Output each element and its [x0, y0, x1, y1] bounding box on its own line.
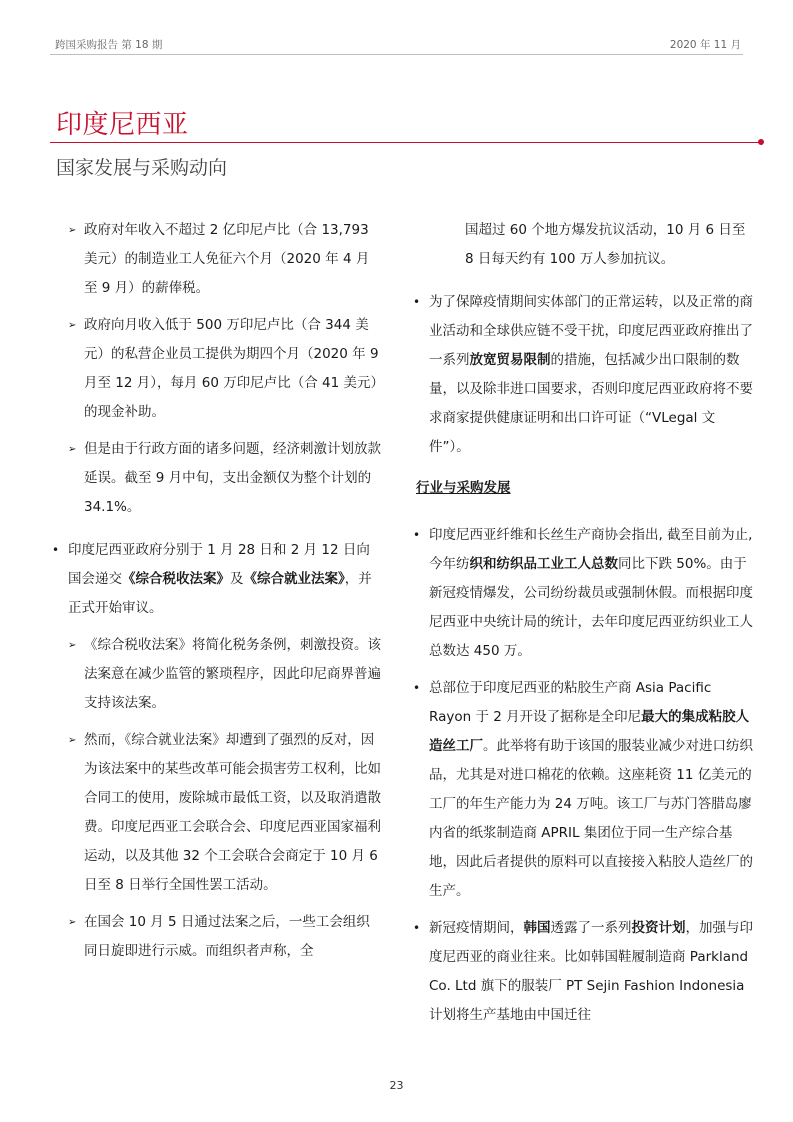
left-column	[52, 216, 382, 974]
sub-bullet-text: 在国会 10 月 5 日通过法案之后，一些工会组织同日旋即进行示威。而组织者声称，全	[84, 914, 370, 959]
bullet-textile-workers	[413, 521, 753, 666]
bullet-text: ，并正式开始审议。	[68, 571, 372, 616]
bullet-text: 新冠疫情期间，	[429, 920, 524, 936]
sub-bullet-text: 然而，《综合就业法案》却遭到了强烈的反对，因为该法案中的某些改革可能会损害劳工权利，比如合同工的使用，废除城市最低工资，以及取消遣散费。印度尼西亚工会联合会、印度尼西亚国家福利运动，以及其他 32 个工会联合会商定于 10 月 6 日至 8 日举行全国性罢工活动。	[84, 732, 381, 893]
sub-bullet-text: 但是由于行政方面的诸多问题，经济刺激计划放款延误。截至 9 月中旬，支出金额仅为整个计划的 34.1%。	[84, 441, 381, 515]
arrow-bullet-icon: ➢	[68, 225, 77, 236]
bullet-text: 印度尼西亚政府分别于 1 月 28 日和 2 月 12 日向国会递交	[68, 542, 370, 587]
bullet-icon: •	[413, 921, 421, 935]
page-number: 23	[389, 1079, 404, 1092]
header-report-title: 跨国采购报告 第 18 期	[55, 39, 163, 51]
bullet-text: 印度尼西亚纤维和长丝生产商协会指出, 截至目前为止, 今年纺	[429, 527, 753, 572]
header-divider	[50, 54, 743, 55]
sub-bullet-text: 政府向月收入低于 500 万印尼卢比（合 344 美元）的私营企业员工提供为期四个月（2020 年 9 月至 12 月），每月 60 万印尼卢比（合 41 美元）的现金补助。	[84, 317, 379, 420]
bold-text: 放宽贸易限制	[469, 352, 551, 368]
bold-text: 《综合税收法案》	[122, 571, 230, 587]
sub-bullet-text: 政府对年收入不超过 2 亿印尼卢比（合 13,793 美元）的制造业工人免征六个月（2020 年 4 月至 9 月）的薪俸税。	[84, 222, 370, 296]
sub-bullet-text: 《综合税收法案》将简化税务条例，刺激投资。该法案意在减少监管的繁琐程序，因此印尼商界普遍支持该法案。	[84, 637, 381, 711]
bullet-korea-investment	[413, 914, 753, 1030]
section-heading: 行业与采购发展	[416, 480, 511, 496]
arrow-bullet-icon: ➢	[68, 320, 77, 331]
bold-text: 《综合就业法案》	[243, 571, 345, 587]
bullet-icon: •	[52, 543, 60, 557]
bullet-text: ，加强与印度尼西亚的商业往来。比如韩国鞋履制造商 Parkland Co. Ltd 旗下的服装厂 PT Sejin Fashion Indonesia 计划将生产基地由中国迁往	[429, 920, 753, 1023]
sub-bullet-cash-subsidy	[68, 311, 382, 427]
bold-text: 织和纺织品工业工人总数	[469, 556, 618, 572]
arrow-bullet-icon: ➢	[68, 735, 77, 746]
arrow-bullet-icon: ➢	[68, 444, 77, 455]
header-date: 2020 年 11 月	[669, 39, 741, 51]
title-divider-dot	[758, 139, 764, 145]
bullet-viscose-plant	[413, 674, 753, 906]
bold-text: 最大的集成粘胶人造丝工厂	[429, 709, 750, 754]
bullet-text: 为了保障疫情期间实体部门的正常运转，以及正常的商业活动和全球供应链不受干扰，印度尼西亚政府推出了一系列	[429, 294, 753, 368]
bullet-text: 及	[230, 571, 244, 587]
bullet-icon: •	[413, 295, 421, 309]
bullet-text: 。此举将有助于该国的服装业减少对进口纺织品，尤其是对进口棉花的依赖。这座耗资 11 亿美元的工厂的年生产能力为 24 万吨。该工厂与苏门答腊岛廖内省的纸浆制造商 APRIL 集团位于同一生产综合基地，因此后者提供的原料可以直接接入粘胶人造丝厂的生产。	[429, 738, 753, 899]
sub-bullet-tax-exemption	[68, 216, 382, 303]
arrow-bullet-icon: ➢	[68, 640, 77, 651]
bold-text: 投资计划	[631, 920, 686, 936]
arrow-bullet-icon: ➢	[68, 917, 77, 928]
bullet-trade-restrictions	[413, 288, 753, 462]
continued-text: 国超过 60 个地方爆发抗议活动，10 月 6 日至 8 日每天约有 100 万人参加抗议。	[465, 222, 746, 267]
sub-bullet-tax-law	[68, 631, 382, 718]
sub-bullet-protests	[68, 908, 382, 966]
sub-bullet-employment-law	[68, 726, 382, 900]
bullet-text: 总部位于印度尼西亚的粘胶生产商 Asia Pacific Rayon 于 2 月开设了据称是全印尼	[429, 680, 712, 725]
bullet-icon: •	[413, 528, 421, 542]
title-divider	[50, 142, 762, 143]
bullet-text: 同比下跌 50%。由于新冠疫情爆发，公司纷纷裁员或强制休假。而根据印度尼西亚中央统计局的统计，去年印度尼西亚纺织业工人总数达 450 万。	[429, 556, 753, 659]
sub-bullet-stimulus-delay	[68, 435, 382, 522]
bullet-text: 透露了一系列	[550, 920, 632, 936]
bold-text: 韩国	[523, 920, 551, 936]
page-title: 印度尼西亚	[56, 110, 189, 140]
page-subtitle: 国家发展与采购动向	[56, 157, 228, 179]
bullet-omnibus-bills	[52, 536, 382, 623]
right-column	[413, 216, 753, 1038]
bullet-text: 的措施，包括减少出口限制的数量，以及除非进口国要求，否则印度尼西亚政府将不要求商家提供健康证明和出口许可证（“VLegal 文件”）。	[429, 352, 753, 455]
bullet-icon: •	[413, 681, 421, 695]
